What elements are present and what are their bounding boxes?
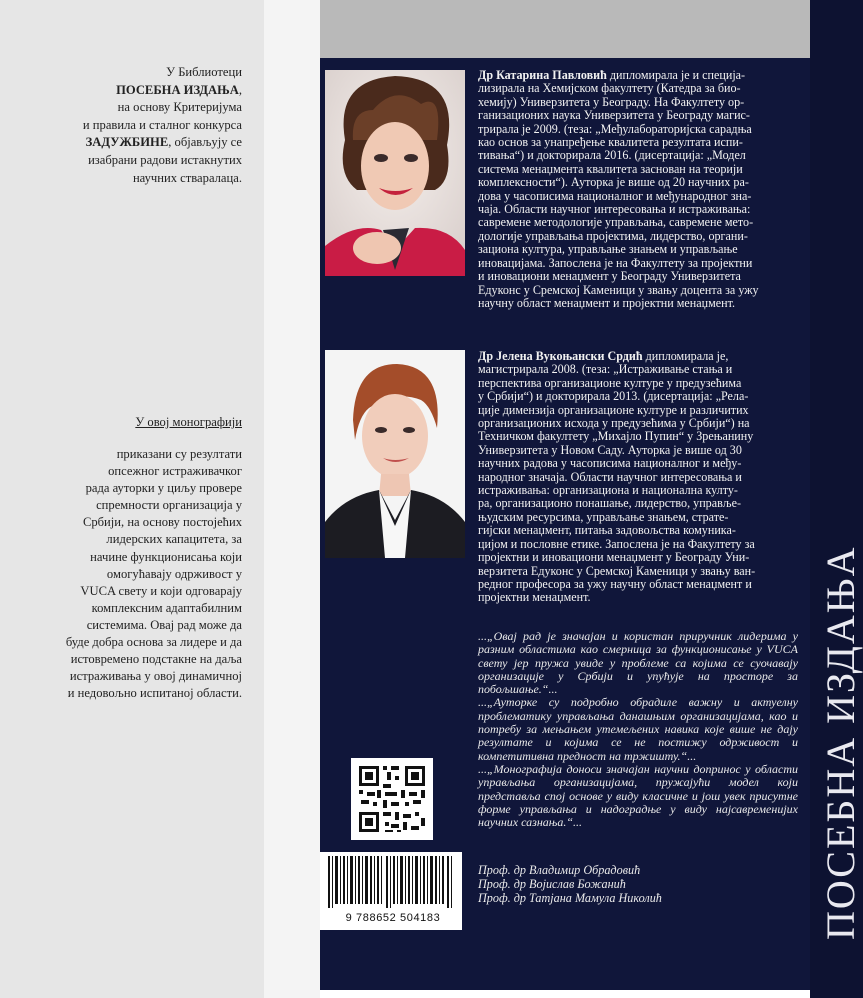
flap-intro-line bbox=[20, 82, 242, 100]
flap-body-line: буде добра основа за лидере и да bbox=[65, 635, 242, 650]
review-quote: ...„Ауторке су подробно обрадиле важну и актуелну проблематику управљања данашњим организацијама, као и потребу за мењањем утемељених навика које више не дају резултате и којима се не постижу одрживост и компетитивна предност на тржишту.“... bbox=[478, 695, 798, 763]
back-cover-top-band bbox=[320, 0, 810, 58]
flap-body-line: Србији, на основу постојећих bbox=[82, 515, 242, 530]
bio-line: ганизационих наука Универзитета у Београду магис- bbox=[478, 108, 750, 123]
zaduzbine-name: ЗАДУЖБИНЕ bbox=[85, 135, 169, 150]
bio-line: дологије управљања пројектима, лидерство, органи- bbox=[478, 228, 748, 243]
reviewer: Проф. др Војислав Божанић bbox=[478, 877, 626, 892]
bio-line: лизирала на Хемијском факултету (Катедра за био- bbox=[478, 81, 741, 96]
bio-line bbox=[478, 350, 796, 363]
flap-intro-line: У Библиотеци bbox=[166, 65, 242, 79]
bio-line: комплексности“). Ауторка је више од 20 научних ра- bbox=[478, 175, 749, 190]
flap-body-line: комплексним адаптабилним bbox=[91, 600, 242, 615]
bio-line: тивања“) и докторирала 2016. (дисертација: „Модел bbox=[478, 148, 746, 163]
bio-line: Едуконс у Сремској Каменици у звању доцента за ужу bbox=[478, 282, 759, 297]
author2-name: Др Јелена Вукоњански Срдић bbox=[478, 349, 643, 363]
bio-line-text: дипломирала је и специја- bbox=[606, 68, 746, 82]
flap-intro-line bbox=[20, 134, 242, 152]
bio-line: перспектива организационе културе у предузећима bbox=[478, 375, 742, 390]
bio-line: верзитета Едуконс у Сремској Каменици у звању ван- bbox=[478, 563, 756, 578]
bio-line: Универзитета у Новом Саду. Ауторка је више од 30 bbox=[478, 442, 742, 457]
bio-line: чаја. Области научног интересовања и истраживања: bbox=[478, 202, 751, 217]
bio-line: као основ за унапређење квалитета резултата испи- bbox=[478, 135, 743, 150]
flap-body-line: начине функционисања који bbox=[90, 549, 242, 564]
qr-code-icon bbox=[351, 758, 433, 840]
bio-line: савремене методологије управљања, савремене мето- bbox=[478, 215, 754, 230]
isbn-number: 9 788652 504183 bbox=[345, 912, 441, 924]
flap-heading: У овој монографији bbox=[135, 415, 242, 429]
flap-body-line: рада ауторки у циљу провере bbox=[85, 481, 242, 496]
reviewer: Проф. др Владимир Обрадовић bbox=[478, 863, 641, 877]
author1-bio bbox=[478, 69, 796, 310]
bio-line: пројектни менаџмент. bbox=[478, 590, 591, 605]
bio-line: у Србији“) и докторирала 2013. (дисертација: „Рела- bbox=[478, 389, 749, 404]
review-quote: ...„Монографија доноси значајан научни допринос у области управљања организацијама, пружајући модел који представља спој основе у виду класичне и још увек присутне форме управљања и надоградње у виду најсавременијих научних сазнања.“... bbox=[478, 761, 798, 830]
bio-line: магистрирала 2008. (теза: „Истраживање стања и bbox=[478, 362, 733, 377]
bio-line: организационих исхода у предузећима у Србији“) на bbox=[478, 416, 750, 431]
author2-photo bbox=[325, 350, 465, 558]
bio-line: и иновациони менаџмент у Београду Универзитета bbox=[478, 269, 741, 284]
bio-line: зациона култура, управљање знањем и управљање bbox=[478, 242, 738, 257]
review-quote: ...„Овај рад је значајан и користан приручник лидерима у разним областима као смерница за функционисање у VUCA свету јер пружа увиде у проблеме са којима се суочавају организације у Србији и упућује на просторе за побољшање.“... bbox=[478, 629, 798, 697]
author1-portrait-icon bbox=[325, 70, 465, 276]
bio-line: иновацијама. Запослена је на Факултету за пројектни bbox=[478, 255, 753, 270]
bio-line: гијски менаџмент, питања задовољства комуника- bbox=[478, 523, 736, 538]
flap-intro-line-rest: , објављују се bbox=[168, 135, 242, 150]
series-name: ПОСЕБНА ИЗДАЊА bbox=[116, 82, 239, 97]
bio-line bbox=[478, 69, 796, 82]
bio-line: научних радова у часописима националног и међу- bbox=[478, 456, 742, 471]
spine-title: ПОСЕБНА ИЗДАЊА bbox=[818, 545, 863, 940]
bio-line: хемију) Универзитета у Београду. На Факултету ор- bbox=[478, 94, 745, 109]
flap-body-line: опсежног истраживачког bbox=[108, 464, 242, 479]
flap-body bbox=[20, 446, 242, 702]
bio-line: њудским ресурсима, управљање знањем, страте- bbox=[478, 509, 729, 524]
flap-intro bbox=[20, 64, 242, 187]
bio-line: система менаџмента квалитета заснован на теорији bbox=[478, 161, 743, 176]
author1-name: Др Катарина Павловић bbox=[478, 68, 607, 82]
flap-body-line: приказани су резултати bbox=[116, 447, 242, 461]
bio-line: научну област менаџмент и пројектни менаџмент. bbox=[478, 295, 735, 310]
author1-photo bbox=[325, 70, 465, 276]
flap-body-line: системима. Овај рад може да bbox=[86, 617, 242, 632]
flap-fold bbox=[264, 0, 320, 998]
bio-line: ра, организационо понашање, лидерство, управље- bbox=[478, 496, 741, 511]
bio-line: дова у часописима националног и међународног зна- bbox=[478, 188, 752, 203]
flap-intro-line: изабрани радови истакнутих bbox=[88, 152, 242, 167]
qr-code bbox=[351, 758, 433, 840]
flap-intro-comma: , bbox=[238, 82, 242, 97]
barcode-icon bbox=[320, 852, 462, 912]
bio-line: редног професора за ужу научну област менаџмент и bbox=[478, 576, 752, 591]
bio-line: Техничком факултету „Михајло Пупин“ у Зрењанину bbox=[478, 429, 754, 444]
author2-portrait-icon bbox=[325, 350, 465, 558]
flap-body-line: омогућавају одрживост у bbox=[106, 566, 242, 581]
reviewers bbox=[478, 863, 778, 906]
bio-line: пројектни и иновациони менаџмент у Београду Уни- bbox=[478, 550, 750, 565]
bio-line: народног значаја. Области научног интересовања и bbox=[478, 469, 742, 484]
flap-body-line: спремности организација у bbox=[96, 498, 242, 513]
bio-line: ције димензија организационе културе и различитих bbox=[478, 402, 749, 417]
flap-body-line: истраживања у овој динамичној bbox=[69, 669, 242, 684]
flap-body-line: истовремено подстакне на даља bbox=[70, 652, 242, 667]
bio-line-text: дипломирала је, bbox=[642, 349, 729, 363]
flap-body-line: VUCA свету и који одговарају bbox=[80, 583, 242, 598]
flap-body-line: и недовољно испитаној области. bbox=[67, 686, 242, 701]
review-quotes bbox=[478, 630, 798, 829]
bio-line: истраживања: организациона и национална култу- bbox=[478, 483, 738, 498]
flap-intro-line: научних стваралаца. bbox=[132, 170, 242, 185]
author2-bio bbox=[478, 350, 796, 605]
flap-intro-line: на основу Критеријума bbox=[117, 100, 242, 115]
bio-line: трирала је 2009. (теза: „Међулабораторијска сарадња bbox=[478, 121, 752, 136]
flap-intro-line: и правила и сталног конкурса bbox=[82, 117, 242, 132]
flap-body-line: лидерских капацитета, за bbox=[106, 532, 242, 547]
reviewer: Проф. др Татјана Мамула Николић bbox=[478, 891, 662, 906]
bio-line: цијом и пословне етике. Запослена је на Факултету за bbox=[478, 536, 755, 551]
